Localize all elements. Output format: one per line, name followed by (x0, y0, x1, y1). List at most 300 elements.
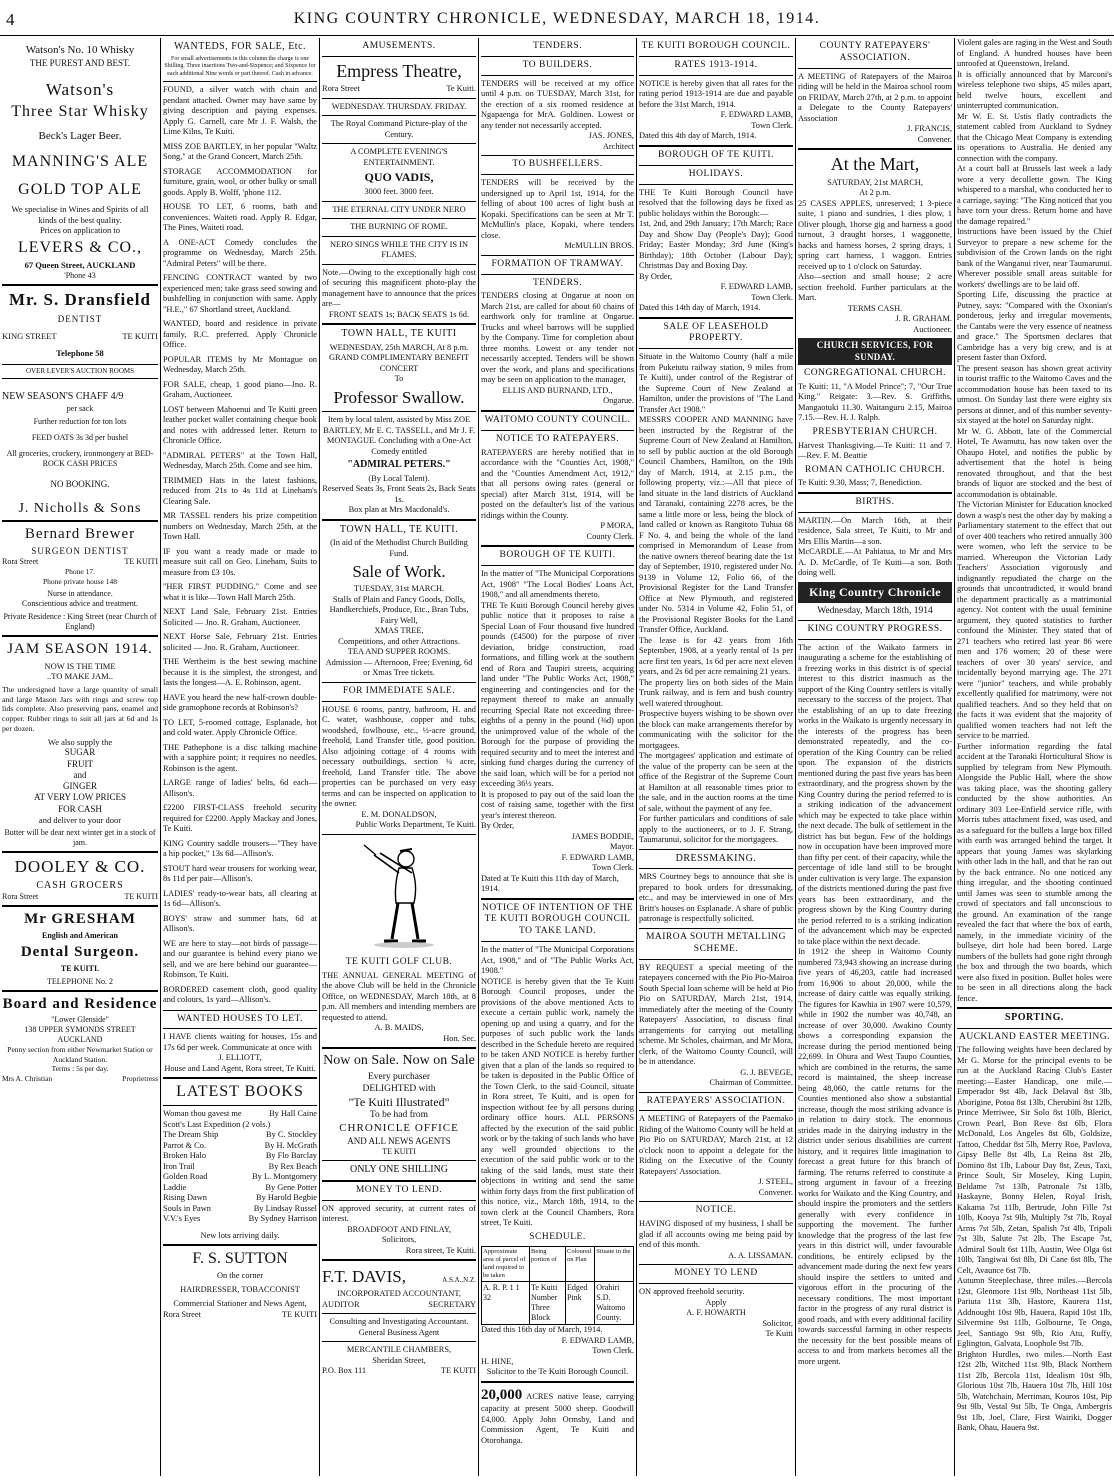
ad-text: Further reduction for ton lots (33, 416, 127, 426)
classified-ad: BORDERED casement cloth, good quality and colours, 1s yard—Allison's. (163, 984, 317, 1004)
ad-text: E. M. DONALDSON, (361, 809, 437, 819)
notice-text: A MEETING of Ratepayers of the Mairoa riding will be held in the Mairoa school room on FRIDAY, March 27th, at 2 p.m. to appoint a Delegate to the County Ratepayers' Association (798, 71, 952, 123)
ad-text: Penny section from either Newmarket Station or Auckland Station. (7, 1045, 153, 1064)
article-text: Mr W. G. Abbott, late of the Commercial Hotel, Te Awamutu, has now taken over the Ohaupo Hotel, and notifies the public by advertisement that the hotel is being renovated throughout, and that the best brands of liquor are stocked and the best of accommodation is obtainable. (957, 426, 1112, 499)
ad-text: 'Phone 43 (64, 270, 96, 280)
ad-text: House and Land Agent, Rora street, Te Kuiti. (164, 1063, 316, 1073)
section-heading: TO BUILDERS. (522, 59, 593, 70)
ad-text: MERCANTILE CHAMBERS, (346, 1345, 452, 1355)
ad-text: A. B. MAIDS, (374, 1023, 424, 1033)
section-heading: KING COUNTRY PROGRESS. (807, 623, 943, 634)
ad-text: On the corner (216, 1271, 264, 1281)
ad-text: Sheridan Street, (372, 1355, 426, 1365)
ad-heading: F.T. DAVIS, (322, 1267, 406, 1287)
section-heading: RATES 1913-1914. (674, 59, 758, 70)
ad-text: SURGEON DENTIST (31, 546, 129, 556)
ad-text: GINGER (63, 781, 97, 792)
section-heading: MONEY TO LEND (674, 1268, 758, 1279)
notice-text: RATEPAYERS are hereby notified that in accordance with the "Counties Act, 1908," and the "Counties Amendment Act, 1912," that all persons owing rates (general or special) after March 31st, 1914, will be posted on the defaulter's list of the various ridings within the County. (481, 447, 634, 520)
classified-ad: BOYS' straw and summer hats, 6d at Allison's. (163, 913, 317, 933)
article-text: The Victorian Minister for Education knocked down a wasp's nest the other day by making a Parliamentary statement to the effect that out of over 400 teachers who retired annually 300 were women, who left the service to be married. Whereupon the Victorian Lady Teachers' Association vigorously and indignantly repudiated the charge on the grounds that uncontradicted, it would brand the department practically as a matrimonial agency. Not content with the usual feminine argument, they quoted statistics to further confound the Minister. They stated that of 271 teachers who retired last year 86 were men and 176 women; 20 of these were teachers of over 30 years' service, and incidentally beyond marrying age. The 271 were "junior" teachers, and while probably excellently qualified for matrimony, were not qualified teachers. And so they held that on the facts it was evident that the majority of qualified women teachers had not left the service to be married. (957, 500, 1112, 740)
ad-text: NEW SEASON'S CHAFF 4/9 (2, 391, 124, 402)
ad-text: Te Kuiti. (446, 84, 476, 94)
classified-ad: WE are here to stay—not birds of passage—and our guarantee is behind every piano we sell, and we are here behind our guarantee—Robinson, Te Kuiti. (163, 938, 317, 979)
ad-heading: TOWN HALL, TE KUITI. (339, 523, 459, 535)
ad-heading: 20,000 (481, 1386, 523, 1403)
notice-text: A MEETING of Ratepayers of the Paemako Riding of the Waitomo County will be held at Pio Pio on SATURDAY, March 21st, at 12 o'clock noon to appoint a delegate for the Riding on the Executive of the County Ratepayers' Association. (639, 1114, 793, 1176)
column-5-notices (637, 38, 795, 1478)
ad-text: New lots arriving daily. (200, 1230, 280, 1240)
notice-text: H. HINE, (481, 1356, 514, 1366)
ad-text: WEDNESDAY, 25th MARCH, At 8 p.m. (329, 342, 469, 352)
ad-text: Terms : 5s per day. (51, 1064, 109, 1074)
ad-text: Hon. Sec. (443, 1033, 476, 1043)
ad-text: 3000 feet. 3000 feet. (364, 187, 434, 197)
ad-text: SUGAR (64, 747, 96, 758)
ad-heading: QUO VADIS, (364, 170, 434, 185)
classified-ad: THE Pathephone is a disc talking machine with a sapphire point; it requires no needles. Robinson is the agent. (163, 742, 317, 773)
section-heading: MONEY TO LEND. (355, 1184, 443, 1195)
masthead (0, 0, 1114, 36)
newspaper-title: KING COUNTRY CHRONICLE, WEDNESDAY, MARCH 18, 1914. (293, 10, 821, 27)
notice-text: Dated this 16th day of March, 1914. (481, 1325, 603, 1334)
ad-text: Private Residence : King Street (near Church of England) (3, 612, 157, 631)
classified-ad: KING Country saddle trousers—"They have a hip pocket," 13s 6d—Allison's. (163, 838, 317, 858)
ad-text: Note.—Owing to the exceptionally high cost of securing this magnificent photo-play the management have to announce that the prices are— (322, 267, 476, 309)
church-services-banner: CHURCH SERVICES, FOR SUNDAY. (798, 338, 952, 365)
classified-ad: TO LET, 5-roomed cottage, Esplanade, hot and cold water. Apply Chronicle Office. (163, 717, 317, 737)
section-heading: CONGREGATIONAL CHURCH. (803, 367, 947, 378)
book-row: Rising Dawn By Harold Begbie (163, 1193, 317, 1203)
ad-heading: "Te Kuiti Illustrated" (348, 1095, 450, 1110)
classified-ad: IF you want a ready made or made to measure suit call on Geo. Lineham, Suits to measure from £3 10s. (163, 546, 317, 577)
classified-ad: TRIMMED Hats in the latest fashions, reduced from 21s to 4s 11d at Lineham's Clearing Sale. (163, 475, 317, 506)
ad-text: TUESDAY, 31st MARCH. (353, 584, 445, 594)
ad-text: THE ANNUAL GENERAL MEETING of the above Club will be held in the Chronicle Office, on WEDNESDAY, March 18th, at 8 p.m. All members and intending members are requested to attend. (322, 970, 476, 1022)
ad-text: Rora Street (2, 557, 39, 567)
ad-text: J. R. GRAHAM. (895, 314, 952, 324)
notice-text: Apply (705, 1297, 727, 1307)
section-heading: FORMATION OF TRAMWAY. (491, 258, 624, 269)
ad-text: Competitions, and other Attractions. (338, 636, 460, 646)
ad-text: Item by local talent, assisted by Miss ZOE BARTLEY, Mr E. C. TASSELL, and Mr J. F. MONTAGUE. Concluding with a One-Act Comedy entitled (323, 415, 475, 456)
ad-heading: Sale of Work. (352, 562, 446, 582)
ad-text: SECRETARY (428, 1299, 476, 1309)
notice-text: Convener. (758, 1187, 793, 1197)
ad-text: FEED OATS 3s 3d per bushel (31, 432, 129, 442)
ad-text: 25 CASES APPLES, unreserved; 1 3-piece suite, 1 piano and sundries, 1 dies plow, 1 Oliver plough, 1horse gig and harness a good turnout, 3 draught horses, 1 waggonette, hacks and harness horses, 2 spring drays, 1 spring cart harness, 1 waggon. Entries received up to 1 o'clock on Saturday. (798, 198, 952, 271)
classified-ad: LOST between Mahoenui and Te Kuiti green leather pocket wallet containing cheque book and notes with addressed letter. Return to Chronicle Office. (163, 404, 317, 445)
ad-heading: MANNING'S ALE (11, 153, 149, 170)
notice-text: ELLIS AND BURNAND, LTD., (502, 385, 613, 395)
book-row: Scott's Last Expedition (2 vols.) (163, 1119, 271, 1129)
column-6-editorial (796, 38, 954, 1478)
column-7-news (955, 38, 1114, 1478)
ad-text: English and American (41, 930, 118, 940)
section-heading: TE KUITI GOLF CLUB. (345, 956, 453, 967)
notice-text: Dated at Te Kuiti this 11th day of March, 1914. (481, 873, 619, 893)
notice-text: P MORA, (600, 521, 634, 531)
ad-text: Prices on application to (39, 225, 121, 236)
chronicle-banner: King Country Chronicle (798, 582, 952, 603)
article-text: In 1912 the sheep in Waitomo County numbered 73,943 showing an increase during five years of 46,203, cattle had increased from 16,906 to about 20,000, while the increase of dairy cattle was equally striking. The figures for Kawhia in 1907 were 10,579, while in 1902 the number was 40,748, an increase of over 30,000. Awakino County shows a corresponding expansion the increase during the period mentioned being 22,699. In Ohura and West Taupo Counties, which are combined in the returns, the same record is maintained, the sheep increase being 48,060, the cattle returns for the Counties mentioned also show a substantial increase, though the most striking advance is in relation to dairy stock. The enormous strides made in the dairying industry in the district under serious disabilities are current history, and it requires little imagination to forecast a great future for this branch of farming. The returns referred to constitute a strong argument in favour of a freezing works for Waikato and the King Country, and should inspire the promoters and the settlers generally with every confidence in supporting the movement. The further knowledge that the progress of the last few years in this district will, under favourable conditions, be entirely eclipsed by the advancement made during the next few years should inspire the settlers to united and vigorous effort in the procuring of the necessary conditions. The most important factor in the progress of any rural district is good roads, and with every additional facility towards successful farming in other respects the necessity for the best possible means of access to and from markets becomes all the more urgent. (798, 947, 952, 1366)
ad-text: THE ETERNAL CITY UNDER NERO (332, 204, 466, 214)
ad-text: NO BOOKING. (50, 478, 110, 489)
ad-text: Telephone 58 (56, 347, 104, 358)
ad-text: AND ALL NEWS AGENTS (347, 1136, 451, 1146)
ad-heading: At the Mart, (830, 154, 920, 175)
ad-text: Admission — Afternoon, Free; Evening, 6d or Xmas Tree tickets. (325, 657, 473, 678)
ad-heading: Watson's No. 10 Whisky (25, 44, 135, 56)
ad-text: TE KUITI (281, 1309, 317, 1319)
section-heading: WANTED HOUSES TO LET. (176, 1013, 304, 1024)
section-heading: RATEPAYERS' ASSOCIATION. (646, 1095, 786, 1106)
ad-text: FRUIT (66, 758, 93, 769)
section-heading: NOTICE. (695, 1205, 737, 1216)
notice-text: MRS Courtney begs to announce that she is prepared to book orders for dressmaking, etc., and may be interviewed in one of Mrs Britt's houses on Esplanade. A share of public patronage is respectfully solicited. (639, 872, 793, 924)
notice-text: Town Clerk. (592, 863, 634, 872)
ad-text: DELIGHTED with (362, 1083, 436, 1094)
notice-text: Chairman of Committee. (709, 1078, 793, 1087)
article-text: Further information regarding the fatal accident at the Taranaki Horticultural Show is supplied by telegram from New Plymouth. Alongside the Public Hall, where the show was taking place, was the shooting gallery conducted by the show authorities. An ordinary 303 Lee-Enfield service rifle, with Morris tubes attachment fixed, was used, and as a safeguard for the bullets a large box filled with earth was arranged behind the target. It appears that young James was skylarking with other lads in the hall, and that he ran out by the back entrance. No one noticed any thing irregular, and the shooting continued until James was seen to stumble among the crowd of spectators and fall unconscious to the ground. An examination of the range revealed the fact that where the box of earth, namely, in the immediate vicinity of the bullseye, dirt hole had been bored. Large numbers of the bullets had gone right through the box and through the two boards, which were also fixed in position. Bullet holes were to be seen in all directions along the back fence. (957, 741, 1112, 1003)
ad-text: Butter will be dear next winter get in a stock of jam. (4, 828, 156, 848)
notice-text: Solicitor, (762, 1318, 793, 1328)
ad-text: Phone 17. (65, 567, 95, 577)
section-heading: TE KUITI BOROUGH COUNCIL. (641, 41, 791, 51)
ad-text: (By Local Talent). (368, 473, 430, 483)
ad-text: Proprietress (122, 1073, 158, 1083)
classified-ad: LARGE range of ladies' belts, 6d each—Allison's. (163, 778, 317, 798)
notice-text: MESSRS COOPER AND MANNING have been instructed by the Registrar of the Supreme Court of New Zealand at Hamilton, to sell by public auction at the old Borough Council Chambers, Hamilton, on the 19th day of March, 1914, at 2.15 p.m., the following property, viz.:—All that piece of land situate in the land districts of Auckland and Taranaki, containing 2278 acres, be the same a little more or less, being the block of land called or known as Rangitoto Tuhua 68 F No. 4, and being the whole of the land comprised in Memorandum of Lease from the native owners thereof bearing date the 1st day of September, 1910, registered under No. 9139 in Volume 12, Folio 66, of the Provisional Register for the Land Transfer Office at New Plymouth, and registered under No. 5314 in Volume 42, Folio 51, of the Provisional Register Books for the Land Transfer Office, Auckland. (639, 415, 793, 635)
section-heading: AMUSEMENTS. (362, 41, 436, 51)
section-heading: AUCKLAND EASTER MEETING. (958, 1031, 1111, 1042)
ad-text: Auctioneer. (913, 324, 952, 334)
ad-text: Every purchaser (368, 1071, 430, 1082)
section-heading: PRESBYTERIAN CHURCH. (812, 426, 938, 437)
notice-text: F. EDWARD LAMB, (720, 282, 793, 291)
article-text: The action of the Waikato farmers in inaugurating a scheme for the establishing of a freezing works in this district is of special interest to this district inasmuch as the support of the King Country settlers is vitally necessary to the success of the project. That the establishing of an up to date freezing works in the Waikato is urgently necessary in the interests of the progress has been demonstrated repeatedly, and the co-operation of the King Country can be relied upon. The expansion of the districts mentioned during the past five years has been extraordinary, and the progress shown by the King Country during the period referred to is a striking indication of the advancement which may be expected to take place within the next decade. The bulk of settlement in the district has but begun. Few of the holdings now in occupation have been improved more than fifty per cent. of their capacity, while the percentage of idle land still to be brought under cultivation is very large. The expansion of the districts mentioned during the past five years has been extraordinary, and the progress shown by the King Country during the period referred to is a striking indication of the advancement which may be expected to take place within the next decade. (798, 642, 952, 946)
notice-text: Architect (602, 141, 634, 151)
classified-ad: "HER FIRST PUDDING." Come and see what it is like—Town Hall March 25th. (163, 582, 317, 602)
ad-text: I HAVE clients waiting for houses, 15s and 17s 6d per week. Communicate at once with (163, 1032, 317, 1052)
ad-text: and deliver to your door (38, 814, 122, 825)
ad-heading: J. Nicholls & Sons (18, 500, 142, 516)
notice-text: In the matter of "The Municipal Corporations Act, 1908" "The Local Bodies' Loans Act, 1908," and all amendments thereto. (481, 569, 634, 599)
notice-text: NOTICE is hereby given that the Te Kuiti Borough Council proposes, under the provisions of the above mentioned Acts to execute a certain public work, namely the opening up and using a quarry, and for the purposes of such public work the lands described in the Schedule hereto are required to be taken AND NOTICE is hereby further given that a plan of the lands so required to be taken is deposited in the Public Office of the Town Clerk, to the said Council, situate in Rora street, Te Kuiti, and is open for inspection without fee by all persons during ordinary office hours. ALL PERSONS affected by the execution of the said public work or by the taking of such lands who have any well grounded objections to the execution of the said public work or to the taking of the said lands, must state their objections in writing and send the same within forty days from the first publication of this notice, viz., March 18th, 1914, to the town clerk at the Council Chambers, Rora street, Te Kuiti. (481, 976, 634, 1228)
ad-text: P.O. Box 111 (322, 1366, 367, 1376)
notice-text: The property lies on both sides of the Main Trunk railway, and is fern and bush country well watered throughout. (639, 677, 793, 708)
ad-text: GRAND COMPLIMENTARY BENEFIT CONCERT (328, 353, 469, 373)
ad-text: CHRONICLE OFFICE (339, 1122, 459, 1135)
ad-text: "Lower Glenside" (51, 1015, 109, 1025)
book-row: V.V.'s Eyes By Sydney Harrison (163, 1214, 317, 1224)
classified-ad: FOUND, a silver watch with chain and pendant attached. Owner may have same by giving description and paying expenses. Apply G. Carnell, care Mr J. F. Walsh, the Lime Kilns, Te Kuiti. (163, 85, 317, 136)
ad-text: The Royal Command Picture-play of the Century. (330, 119, 468, 139)
article-text: At a court ball at Brussels last week a lady wore a very decollette gown. The King whispered to a marshal, who conducted her to a carriage, saying: "The King noticed that you have torn your dress. Return home and have the damage repaired." (957, 164, 1112, 226)
notice-text: F. EDWARD LAMB, (561, 852, 634, 862)
notice-text: MARTIN.—On March 16th, at their residence, Sala street, Te Kuiti, to Mr and Mrs Ellis Martin—a son. (798, 515, 952, 546)
notice-text: For further particulars and conditions of sale apply to the auctioneers, or to J. F. Strang, Taumarunui, solicitor for the mortgagees. (639, 814, 793, 845)
classified-ad: STORAGE ACCOMMODATION for furniture, grain, wool, or other bulky or small goods. Apply B. Wolff, 'phone 112. (163, 166, 317, 197)
classified-ad: A ONE-ACT Comedy concludes the programme on Wednesday, March 25th. "Admiral Peters" will be there. (163, 237, 317, 268)
notice-text: Town Clerk. (751, 292, 793, 302)
notice-text: County Clerk. (586, 531, 634, 541)
classified-ad: "ADMIRAL PETERS" at the Town Hall, Wednesday, March 25th. Come and see him. (163, 450, 317, 470)
ad-text: DENTIST (57, 313, 103, 324)
column-1-advertisements (0, 38, 160, 1478)
section-heading: WAITOMO COUNTY COUNCIL. (484, 414, 631, 425)
section-heading: BOROUGH OF TE KUITI. (499, 550, 616, 561)
ad-text: ONLY ONE SHILLING (349, 1164, 449, 1176)
book-row: Woman thou gavest me By Hall Caine (163, 1109, 317, 1119)
notice-text: A. F. HOWARTH (686, 1308, 746, 1318)
classified-ad: MR TASSEL renders his prize competition numbers on Wednesday, March 25th, at the Town Hall. (163, 511, 317, 541)
ad-text: HAIRDRESSER, TOBACCONIST (180, 1284, 300, 1294)
ad-heading: GOLD TOP ALE (18, 181, 142, 198)
ad-text: J. ELLIOTT, (218, 1053, 262, 1063)
notice-text: G. J. BEVEGE, (740, 1067, 793, 1077)
book-row: Souls in Pawn By Lindsay Russel (163, 1203, 317, 1213)
section-heading: TO BUSHFELLERS. (512, 159, 603, 170)
ad-text: To (394, 374, 404, 384)
ad-text: TERMS CASH. (847, 303, 903, 313)
section-heading: FOR IMMEDIATE SALE. (342, 685, 456, 696)
notice-text: Te Kuiti: 11, "A Model Prince"; 7, "Our True King." Reigate: 3.—Rev. S. Griffiths, Mangaotuki 11.30. Waitanguru 2.15, Mairoa 7.15.—Rev. H. J. Ralph. (798, 381, 952, 423)
article-text: The following weights have been declared by Mr G. Morse for the principal events to be run at the Auckland Racing Club's Easter meeting:—Easter Handicap, one mile.—Emperador 9st 4lb, Jack Delaval 8st 3lb, Aborigine, Potoa 8st 13lb, Cherubini 8st 12lb, Prince Merriwee, Sir Solo 8st 10lb, Blerict, Crown Pearl, Bon Reve 8st 6lb, Flora McDonald, Los Angeles 8st 6lb, Goldsize, Tattoo, Cheddar 8st 5lb, Merry Roe, Pavlova, Gipsy Belle 8st 4lb, La Reina 8st 2lb, Domino 8st 1lb, Labour Day 8st, Zeus, Taxi, Prince Soult, Sir Moseley, King Lupin, Beldame 7st 13lb, Patronale 7st 13lb, Haskayne, Bonny Helen, Royal Irish, Kakama 7st 11lb, Bertrude, John Fille 7st 10lb, Kooya 7st 9lb, Multiply 7st 7lb, Royal Arms 7st 5lb, Zetan, Spalish 7st 4lb, Tripoli 7st 3lb, Salute 7st 2lb, The Escape 7st, Admiral Soult 6st 11lb, Austin, Wee Olga 6st 10lb, Tangiwai 6st 8lb, Di Cane 6st 8lb, The Celt, Avaunce 6st 7lb. (957, 1045, 1112, 1275)
ad-text: CASH GROCERS (36, 879, 124, 891)
ad-heading: JAM SEASON 1914. (7, 641, 153, 657)
section-heading: TENDERS. (532, 41, 583, 51)
notice-text: J. STEEL, (758, 1177, 793, 1187)
notice-text: ON approved freehold security. (639, 1287, 745, 1297)
section-heading: WANTEDS, FOR SALE, Etc. (173, 41, 307, 52)
ad-text: Phone private house 148 (43, 576, 117, 586)
section-heading: DRESSMAKING. (675, 852, 757, 864)
ad-text: TE KUITI (124, 892, 158, 902)
ad-text: The undersigned have a large quantity of small and large Mason Jars with rings and screw top lids complete. Also preserving pans, enamel and copper. Rubber rings to suit all jars at 6d and 1s per dozen. (2, 685, 158, 733)
book-row: The Dream Ship By C. Stockley (163, 1130, 317, 1140)
ad-text: A.S.A.,N.Z. (442, 1276, 476, 1285)
ad-text: AUCKLAND (57, 1035, 103, 1045)
ad-heading: DOOLEY & CO. (14, 857, 146, 877)
ad-text: Rora Street (163, 1309, 201, 1319)
notice-text: F. EDWARD LAMB, (561, 1335, 634, 1345)
classified-ad: HOUSE TO LET, 6 rooms, bath and conveniences. Waiteti road. Apply R. Edgar, The Pines, Waiteti road. (163, 202, 317, 232)
ad-text: THE BURNING OF ROME. (350, 222, 448, 232)
ad-text: 67 Queen Street, AUCKLAND (24, 259, 136, 270)
ad-heading: Now on Sale. Now on Sale (323, 1053, 475, 1069)
book-row: Golden Road By L. Montgomery (163, 1172, 317, 1182)
notice-text: TENDERS will be received at my office until 4 p.m. on TUESDAY, March 31st, for the erection of a six roomed residence at Ngapaenga for MrA. Goldinen. Lowest or any tender not necessarily accepted. (481, 78, 634, 130)
classified-ad: WANTED, board and residence in private family, R.C. preferred. Apply Chronicle Office. (163, 319, 317, 349)
classified-ad: NEXT Land Sale, February 21st. Entries Solicited — Jno. R. Graham, Auctioneer. (163, 607, 317, 627)
notice-text: Situate in the Waitomo County (half a mile from Puketutu railway station, 9 miles from Te Kuiti), under control of the Registrar of the Supreme Court of New Zealand at Hamilton, under the provisions of "The Land Transfer Act 1908." (639, 352, 793, 414)
notice-text: NOTICE is hereby given that all rates for the rating period 1913-1914 are due and payable before the 31st March, 1914. (639, 78, 793, 109)
ad-text: Also—section and small house; 2 acre section freehold. Further particulars at the Mart. (798, 272, 952, 303)
ad-text: Stalls of Plain and Fancy Goods, Dolls, Handkerchiefs, Produce, Etc., Bran Tubs, Fairy Well, (329, 594, 469, 625)
ad-text: Rora street, Te Kuiti. (405, 1245, 476, 1255)
notice-text: By Order, (639, 271, 673, 281)
notice-text: Mayor. (610, 842, 634, 851)
ad-heading: Three Star Whisky (11, 103, 149, 121)
ad-text: To be had from (369, 1110, 429, 1121)
article-text: Autumn Steeplechase, three miles.—Bercola 12st, Glenmore 11st 9lb, Northeast 11st 5lb, Pariuta 11st 3lb, Hastore, Kaurera 11st, Addnought 10st 9lb, Hauera, Rapid 10st 1lb, Silvermine 9st 11lb, Golbourne, Te Onga, Jeel, Santiago 9st 9lb, Rio Atu, Ruffy, Eglington, Galvata, Loophole 9st 7lb. (957, 1276, 1112, 1349)
ad-text: Reserved Seats 3s, Front Seats 2s, Back Seats 1s. (322, 484, 476, 504)
classified-ad: POPULAR ITEMS by Mr Montague on Wednesday, March 25th. (163, 354, 317, 374)
section-heading: BIRTHS. (855, 496, 895, 507)
ad-text: NOW IS THE TIME (44, 660, 116, 671)
article-text: It is officially announced that by Marconi's wireless telephone two ships, 45 miles apart, held twelve hours, excellent and uninterrupted communication. (957, 69, 1112, 110)
section-heading: NOTICE OF INTENTION OF THE TE KUITI BOROUGH COUNCIL TO TAKE LAND. (481, 902, 634, 937)
classified-ad: HAVE you heard the new half-crown double-side gramophone records at Robinson's? (163, 692, 317, 712)
book-row: Parrot & Co. By H. McGrath (163, 1140, 317, 1150)
article-text: Mr W. E. St. Ustis flatly contradicts the statement cabled from Auckland to Sydney that the Chicago Meat Company is extending its operations to Australia. He denied any connection with the company. (957, 111, 1112, 163)
notice-text: F. EDWARD LAMB, (720, 110, 793, 120)
ad-text: TE KUITI. (60, 963, 100, 973)
notice-text: McMULLIN BROS. (564, 241, 634, 251)
ad-heading: Dental Surgeon. (20, 943, 140, 960)
ad-text: Consulting and Investigating Accountant. General Business Agent (329, 1317, 469, 1337)
column-2-wanteds (161, 38, 319, 1478)
ad-heading: TOWN HALL, TE KUITI (341, 328, 457, 340)
article-text: Brighton Hurdles, two miles.—North East 12st 2lb, Witched 11st 9lb, Black Northern 11st 2lb, Bercola 11st, Idealism 10st 9lb, Glorious 10st 7lb, Hauera 10st 7lb, Hill 10st 5lb, Watchchain, Merriman, Kouros 10st, Pip 9st 9lb, Vestal 9st 5lb, Te Onga, Ambergris 9st 1lb, Joel, Clare, First Wairiki, Dogger Bank, Ohau, Hauera 9st. (957, 1349, 1112, 1433)
editorial-date: Wednesday, March 18th, 1914 (798, 606, 952, 621)
classified-ad: STOUT hard wear trousers for working wear, 8s 11d per pair—Allison's. (163, 863, 317, 883)
ad-text: per sack (66, 403, 94, 413)
section-heading: SPORTING. (1005, 1012, 1064, 1023)
classified-ad: THE Wertheim is the best sewing machine because it is the simplest, the strongest, and lasts the longest—A. E. Robinson, agent. (163, 657, 317, 687)
ad-text: NERO SINGS WHILE THE CITY IS IN FLAMES. (329, 239, 469, 260)
notice-text: THE Te Kuiti Borough Council hereby gives public notice that it proposes to raise a Special Loan of Four thousand five hundred pounds (£4500) for the purpose of river deviation, bridge construction, road formations, and filling work at the southern end of Rora and Taupiri streets, acquiring land under "The Public Works Act, 1908," engineering and contingencies and for the repayment thereof to make an annually recurring Special Rate not exceeding three-eighths of a penny in the pound (⅜d) upon the unimproved value of the whole of the Borough for the purpose of providing the required security and to meet the interest and sinking fund charges during the currency of the said loan, which will be for a period not exceeding 36½ years. (481, 600, 634, 788)
notice-text: Ongarue. (603, 396, 634, 406)
ad-text: Commercial Stationer and News Agent, (173, 1299, 307, 1309)
ad-text: TE KUITI (122, 331, 158, 341)
ad-text: We also supply the (47, 736, 113, 747)
ad-text: HOUSE 6 rooms, pantry, bathroom, H. and C. water, washhouse, copper and tubs, woodshed, fowlhouse, etc., ½-acre ground, freehold, Land Transfer title, good position. Also adjoining cottage of 4 rooms with necessary outbuildings, section ¼ acre, freehold, Land Transfer title. The above properties can be purchased on very easy terms and can be inspected on application to the owner. (322, 704, 476, 809)
ad-text: THE PUREST AND BEST. (29, 57, 131, 68)
ad-text: Solicitors, (381, 1235, 417, 1245)
book-row: Iron Trail By Rex Beach (163, 1161, 317, 1171)
ad-text: INCORPORATED ACCOUNTANT, (337, 1289, 461, 1299)
note: For small advertisements in this column the charge is one Shilling. Three insertions Two-and-Sixpence; and Sixpence for each additional Nine words or part thereof. Cash in advance. (164, 55, 316, 77)
notice-text: Dated this 4th day of March, 1914. (639, 131, 757, 141)
article-text: Violent gales are raging in the West and South of England. A hundred houses have been unroofed at Queenstown, Ireland. (957, 38, 1112, 68)
ad-text: (In aid of the Methodist Church Building Fund. (330, 538, 468, 558)
ad-text: BROADFOOT AND FINLAY, (347, 1224, 451, 1234)
notice-text: Convener. (917, 134, 952, 144)
column-4-tenders (479, 38, 636, 1478)
ad-text: TE KUITI (124, 557, 158, 567)
ad-text: All groceries, crockery, ironmongery at BED-ROCK CASH PRICES (6, 448, 154, 468)
book-row: Broken Halo By Flo Barclay (163, 1151, 317, 1161)
ad-heading: Board and Residence (2, 995, 158, 1012)
ad-heading: Watson's (45, 80, 115, 99)
ad-text: At 2 p.m. (859, 188, 891, 198)
classified-ad: FOR SALE, cheap, 1 good piano—Jno. R. Graham, Auctioneer. (163, 379, 317, 399)
notice-text: A. A. LISSAMAN. (728, 1250, 793, 1260)
ad-text: Rora Street (322, 84, 360, 94)
notice-text: By Order, (481, 821, 515, 830)
ad-text: A COMPLETE EVENING'S ENTERTAINMENT. (350, 147, 448, 167)
classified-ad: NEXT Horse Sale, February 21st. Entries solicited — Jno. R. Graham, Auctioneer. (163, 632, 317, 652)
ad-text: and (73, 769, 87, 780)
ad-text: TEA AND SUPPER ROOMS. (347, 647, 451, 657)
section-heading: LATEST BOOKS (176, 1083, 304, 1101)
section-heading: TENDERS. (532, 277, 583, 288)
notice-text: The lease is for 42 years from 16th September, 1908, at a yearly rental of 1s per acre first ten years, 1s 6d per acre next eleven years, and 2s 6d per acre remaining 21 years. (639, 635, 793, 677)
classified-ad: MISS ZOE BARTLEY, in her popular "Waltz Song," at the Grand Concert, March 25th. (163, 141, 317, 161)
ad-text: WEDNESDAY. THURSDAY. FRIDAY. (331, 101, 467, 111)
notice-text: In the matter of "The Municipal Corporations Act, 1908," and of "The Public Works Act, 1908." (481, 945, 634, 976)
notice-text: Harvest Thanksgiving.—Te Kuiti: 11 and 7.—Rev. F. M. Beattie (798, 440, 952, 460)
notice-text: THE Te Kuiti Borough Council have resolved that the following days be fixed as public holidays within the Borough:— (639, 187, 793, 218)
section-heading: HOLIDAYS. (688, 168, 744, 179)
classified-ad: £2200 FIRST-CLASS freehold security required for £2200. Apply Mackay and Jones, Te Kuiti. (163, 803, 317, 833)
ad-text: Mrs A. Christian (2, 1073, 53, 1083)
ad-text: Box plan at Mrs Macdonald's. (348, 505, 450, 515)
ad-text: ON approved security, at current rates of interest. (322, 1203, 476, 1224)
notice-text: J. FRANCIS, (907, 124, 952, 134)
notice-text: 1st, 2nd, and 29th January; 17th March; Race Day and Show Day (People's Day); Good Friday; Easter Monday; 3rd June (King's Birthday); 18th October (Labour Day); Christmas Day and Boxing Day. (639, 219, 793, 270)
ad-text: FRONT SEATS 1s; BACK SEATS 1s 6d. (328, 309, 470, 319)
ad-heading: Beck's Lager Beer. (38, 130, 122, 143)
notice-text: Solicitor to the Te Kuiti Borough Council. (486, 1367, 629, 1376)
ad-text: We specialise in Wines and Spirits of all kinds of the best quality. (11, 204, 149, 225)
ad-heading: F. S. SUTTON (192, 1250, 288, 1268)
section-heading: SCHEDULE. (529, 1231, 586, 1242)
article-text: Sporting Life, discussing the practice at Putney, says: "Compared with the Oxonian's ponderous, jerky and irregular movements, the Cantabs were the very essence of neatness and grace." The Sportsmen declares that Cambridge has a very big crew, and is at present faster than Oxford. (957, 290, 1112, 362)
notice-text: TENDERS will be received by the undersigned up to April 1st, 1914, for the felling of about 100 acres of light bush at Kopaki. Specifications can be seen at Mr T. McMullin's place, Kopaki, where tenders close. (481, 178, 634, 240)
notice-text: Dated this 14th day of March, 1914. (639, 303, 761, 312)
notice-text: Town Clerk. (592, 1346, 634, 1355)
book-row: Laddie By Gene Potter (163, 1182, 317, 1192)
ad-text: TE KUITI (440, 1366, 476, 1376)
ad-heading: Empress Theatre, (336, 60, 462, 81)
notice-text: HAVING disposed of my business, I shall be glad if all accounts owing me being paid by end of this month. (639, 1219, 793, 1250)
notice-text: The mortgagees' application and estimate of the value of the property can be seen at the office of the Registrar of the Supreme Court at Hamilton at all reasonable times prior to the sale, and in the auction rooms at the time of sale, without the payment of any fee. (639, 751, 793, 813)
ad-text: ..TO MAKE JAM.. (47, 671, 113, 682)
section-heading: MAIROA SOUTH METALLING SCHEME. (645, 931, 787, 954)
ad-text: TE KUITI (382, 1147, 416, 1157)
ad-text: Nurse in attendance. (47, 589, 113, 598)
section-heading: NOTICE TO RATEPAYERS. (495, 433, 620, 444)
ad-text: XMAS TREE, (374, 626, 424, 636)
ad-text: FOR CASH (58, 803, 102, 814)
ad-text: AT VERY LOW PRICES (34, 792, 126, 803)
ad-text: AUDITOR (322, 1299, 360, 1309)
ad-text: Conscientious advice and treatment. (22, 599, 138, 608)
section-heading: BOROUGH OF TE KUITI. (658, 149, 774, 160)
notice-text: Prospective buyers wishing to be shown over the block can make arrangements therefor by communicating with the solicitor for the mortgagees. (639, 709, 793, 750)
ad-heading: Bernard Brewer (24, 526, 136, 543)
classified-ad: LADIES' ready-to-wear hats, all clearing at 1s 6d—Allison's. (163, 888, 317, 908)
page-number: 4 (6, 10, 15, 29)
schedule-table: Approximate area of parcel of land required to be taken Being portion of Coloured on Plan Situate in the A. R. P. 1 1 32 Te Kuiti Number Three Block Edged Pink Orahiri S.D. Waitomo County. (481, 1246, 634, 1326)
classified-ad: FENCING CONTRACT wanted by two experienced men; take grass seed sowing and bushfelling in conjunction with same. Apply "H.E.," 67 Shortland street, Auckland. (163, 273, 317, 314)
ad-heading: Professor Swallow. (333, 387, 465, 407)
ad-text: Rora Street (2, 892, 39, 902)
ad-text: 138 UPPER SYMONDS STREET (24, 1025, 136, 1035)
ad-text: KING STREET (2, 331, 57, 341)
notice-text: JAS. JONES, (588, 131, 634, 141)
column-3-amusements (320, 38, 478, 1478)
notice-text: TENDERS closing at Ongarue at noon on March 21st, are called for about 60 chains of earthwork only for tramline at Ongarue. Trucks and wheel barrows will be supplied by the Company. Time for completion about three months. Lowest or any tender not necessarily accepted. Tenders will be shown over the work, and plans and specifications may be seen on application to the manager, (481, 291, 634, 385)
notice-text: McCARDLE.—At Pahiatua, to Mr and Mrs A. D. McCardle, of Te Kuiti—a son. Both doing well. (798, 547, 952, 578)
notice-text: It is proposed to pay out of the said loan the cost of raising same, together with the first year's interest thereon. (481, 789, 634, 820)
golfer-illustration (322, 841, 476, 951)
ad-text: SATURDAY, 21st MARCH, (827, 177, 923, 187)
notice-text: Te Kuiti: 9.30, Mass; 7, Benediction. (798, 478, 922, 488)
